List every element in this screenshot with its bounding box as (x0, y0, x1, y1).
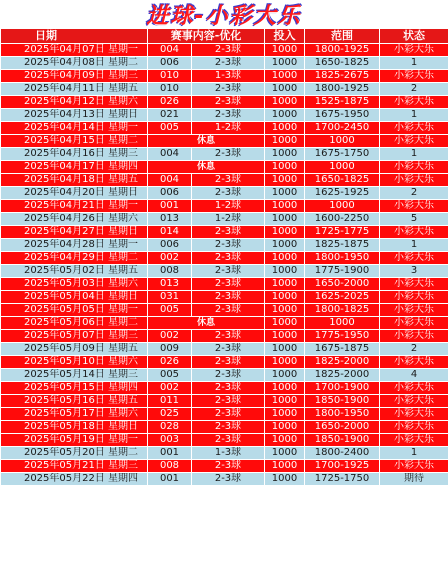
header-date[interactable]: 日期 (1, 29, 148, 44)
table-row[interactable] (1, 252, 448, 265)
cell-status[interactable]: 小彩大乐 (380, 304, 448, 317)
cell-range[interactable]: 1000 (305, 317, 380, 330)
cell-status[interactable]: 小彩大乐 (380, 122, 448, 135)
cell-range[interactable]: 1850-1900 (305, 434, 380, 447)
cell-range[interactable]: 1800-1925 (305, 44, 380, 57)
cell-match[interactable]: 002 (148, 252, 192, 265)
cell-option[interactable]: 2-3球 (192, 265, 265, 278)
cell-status[interactable]: 小彩大乐 (380, 421, 448, 434)
cell-date[interactable]: 2025年04月09日 星期三 (1, 70, 148, 83)
cell-bet[interactable]: 1000 (265, 239, 305, 252)
cell-range[interactable]: 1525-1875 (305, 96, 380, 109)
header-match[interactable]: 赛事内容-优化 (148, 29, 265, 44)
table-row[interactable] (1, 369, 448, 382)
cell-option[interactable]: 2-3球 (192, 330, 265, 343)
cell-match[interactable]: 021 (148, 109, 192, 122)
cell-match[interactable]: 005 (148, 122, 192, 135)
cell-bet[interactable]: 1000 (265, 408, 305, 421)
cell-range[interactable]: 1675-1950 (305, 109, 380, 122)
cell-range[interactable]: 1000 (305, 135, 380, 148)
cell-match[interactable]: 002 (148, 330, 192, 343)
cell-status[interactable]: 小彩大乐 (380, 226, 448, 239)
cell-match[interactable]: 010 (148, 70, 192, 83)
table-row[interactable] (1, 395, 448, 408)
cell-option[interactable]: 2-3球 (192, 174, 265, 187)
cell-option[interactable]: 1-2球 (192, 122, 265, 135)
table-row[interactable] (1, 291, 448, 304)
table-row[interactable] (1, 96, 448, 109)
cell-range[interactable]: 1825-1875 (305, 239, 380, 252)
cell-status[interactable]: 小彩大乐 (380, 161, 448, 174)
cell-option[interactable]: 1-2球 (192, 213, 265, 226)
table-row[interactable] (1, 460, 448, 473)
cell-status[interactable]: 1 (380, 148, 448, 161)
table-row[interactable] (1, 83, 448, 96)
cell-match[interactable]: 026 (148, 96, 192, 109)
cell-status[interactable]: 1 (380, 109, 448, 122)
cell-status[interactable]: 4 (380, 369, 448, 382)
cell-status[interactable]: 小彩大乐 (380, 434, 448, 447)
cell-option[interactable]: 2-3球 (192, 460, 265, 473)
cell-date[interactable]: 2025年04月17日 星期四 (1, 161, 148, 174)
cell-match[interactable]: 031 (148, 291, 192, 304)
cell-status[interactable]: 小彩大乐 (380, 330, 448, 343)
cell-option[interactable]: 2-3球 (192, 278, 265, 291)
header-row (1, 29, 448, 44)
cell-option[interactable]: 2-3球 (192, 226, 265, 239)
table-row[interactable] (1, 330, 448, 343)
cell-match[interactable]: 006 (148, 239, 192, 252)
results-table (0, 28, 448, 486)
cell-bet[interactable]: 1000 (265, 200, 305, 213)
header-range[interactable]: 范围 (305, 29, 380, 44)
cell-range[interactable]: 1625-1925 (305, 187, 380, 200)
table-row[interactable] (1, 213, 448, 226)
cell-status[interactable]: 小彩大乐 (380, 278, 448, 291)
cell-rest[interactable]: 休息 (148, 317, 265, 330)
cell-match[interactable]: 002 (148, 382, 192, 395)
cell-status[interactable]: 小彩大乐 (380, 356, 448, 369)
cell-date[interactable]: 2025年05月09日 星期五 (1, 343, 148, 356)
cell-rest[interactable]: 休息 (148, 135, 265, 148)
cell-bet[interactable]: 1000 (265, 356, 305, 369)
cell-status[interactable]: 期待 (380, 473, 448, 486)
cell-bet[interactable]: 1000 (265, 330, 305, 343)
cell-range[interactable]: 1650-2000 (305, 421, 380, 434)
cell-status[interactable]: 小彩大乐 (380, 395, 448, 408)
cell-range[interactable]: 1650-1825 (305, 174, 380, 187)
cell-bet[interactable]: 1000 (265, 304, 305, 317)
cell-range[interactable]: 1800-1950 (305, 408, 380, 421)
table-row[interactable] (1, 408, 448, 421)
cell-date[interactable]: 2025年05月04日 星期日 (1, 291, 148, 304)
cell-match[interactable]: 008 (148, 460, 192, 473)
cell-date[interactable]: 2025年05月06日 星期二 (1, 317, 148, 330)
cell-bet[interactable]: 1000 (265, 473, 305, 486)
table-row[interactable] (1, 70, 448, 83)
cell-status[interactable]: 小彩大乐 (380, 408, 448, 421)
cell-range[interactable]: 1675-1750 (305, 148, 380, 161)
cell-range[interactable]: 1600-2250 (305, 213, 380, 226)
cell-status[interactable]: 小彩大乐 (380, 70, 448, 83)
cell-date[interactable]: 2025年05月19日 星期一 (1, 434, 148, 447)
cell-status[interactable]: 小彩大乐 (380, 460, 448, 473)
cell-option[interactable]: 2-3球 (192, 83, 265, 96)
table-row[interactable] (1, 187, 448, 200)
cell-match[interactable]: 005 (148, 304, 192, 317)
cell-range[interactable]: 1625-2025 (305, 291, 380, 304)
cell-option[interactable]: 2-3球 (192, 369, 265, 382)
cell-option[interactable]: 2-3球 (192, 421, 265, 434)
cell-bet[interactable]: 1000 (265, 96, 305, 109)
cell-bet[interactable]: 1000 (265, 317, 305, 330)
cell-date[interactable]: 2025年04月28日 星期一 (1, 239, 148, 252)
table-row[interactable] (1, 122, 448, 135)
cell-date[interactable]: 2025年04月29日 星期二 (1, 252, 148, 265)
cell-date[interactable]: 2025年05月03日 星期六 (1, 278, 148, 291)
cell-date[interactable]: 2025年04月18日 星期五 (1, 174, 148, 187)
cell-match[interactable]: 025 (148, 408, 192, 421)
cell-status[interactable]: 小彩大乐 (380, 317, 448, 330)
cell-match[interactable]: 001 (148, 447, 192, 460)
cell-bet[interactable]: 1000 (265, 291, 305, 304)
cell-status[interactable]: 小彩大乐 (380, 135, 448, 148)
cell-match[interactable]: 003 (148, 434, 192, 447)
cell-status[interactable]: 2 (380, 187, 448, 200)
cell-option[interactable]: 2-3球 (192, 252, 265, 265)
cell-date[interactable]: 2025年05月02日 星期五 (1, 265, 148, 278)
cell-status[interactable]: 2 (380, 343, 448, 356)
cell-bet[interactable]: 1000 (265, 226, 305, 239)
cell-date[interactable]: 2025年04月12日 星期六 (1, 96, 148, 109)
table-row[interactable] (1, 265, 448, 278)
cell-date[interactable]: 2025年04月15日 星期二 (1, 135, 148, 148)
cell-option[interactable]: 2-3球 (192, 148, 265, 161)
cell-status[interactable]: 1 (380, 239, 448, 252)
cell-date[interactable]: 2025年05月18日 星期日 (1, 421, 148, 434)
cell-match[interactable]: 004 (148, 174, 192, 187)
cell-date[interactable]: 2025年04月16日 星期三 (1, 148, 148, 161)
cell-bet[interactable]: 1000 (265, 343, 305, 356)
table-row[interactable] (1, 161, 448, 174)
cell-match[interactable]: 006 (148, 187, 192, 200)
table-row[interactable] (1, 109, 448, 122)
cell-bet[interactable]: 1000 (265, 434, 305, 447)
cell-range[interactable]: 1650-2000 (305, 278, 380, 291)
cell-option[interactable]: 2-3球 (192, 239, 265, 252)
cell-bet[interactable]: 1000 (265, 460, 305, 473)
cell-bet[interactable]: 1000 (265, 70, 305, 83)
cell-status[interactable]: 小彩大乐 (380, 291, 448, 304)
cell-date[interactable]: 2025年05月05日 星期一 (1, 304, 148, 317)
cell-date[interactable]: 2025年05月20日 星期二 (1, 447, 148, 460)
cell-bet[interactable]: 1000 (265, 135, 305, 148)
table-row[interactable] (1, 317, 448, 330)
table-row[interactable] (1, 447, 448, 460)
cell-bet[interactable]: 1000 (265, 148, 305, 161)
table-row[interactable] (1, 382, 448, 395)
cell-bet[interactable]: 1000 (265, 187, 305, 200)
cell-match[interactable]: 011 (148, 395, 192, 408)
cell-range[interactable]: 1675-1875 (305, 343, 380, 356)
cell-status[interactable]: 5 (380, 213, 448, 226)
table-row[interactable] (1, 473, 448, 486)
cell-status[interactable]: 小彩大乐 (380, 200, 448, 213)
cell-bet[interactable]: 1000 (265, 265, 305, 278)
cell-date[interactable]: 2025年04月21日 星期一 (1, 200, 148, 213)
table-row[interactable] (1, 148, 448, 161)
cell-status[interactable]: 小彩大乐 (380, 44, 448, 57)
cell-range[interactable]: 1775-1900 (305, 265, 380, 278)
cell-status[interactable]: 2 (380, 83, 448, 96)
table-row[interactable] (1, 343, 448, 356)
cell-bet[interactable]: 1000 (265, 174, 305, 187)
table-row[interactable] (1, 57, 448, 70)
header-status[interactable]: 状态 (380, 29, 448, 44)
cell-match[interactable]: 004 (148, 148, 192, 161)
cell-date[interactable]: 2025年05月15日 星期四 (1, 382, 148, 395)
cell-range[interactable]: 1825-2675 (305, 70, 380, 83)
cell-date[interactable]: 2025年04月08日 星期二 (1, 57, 148, 70)
cell-option[interactable]: 2-3球 (192, 356, 265, 369)
table-body (1, 44, 448, 486)
cell-range[interactable]: 1000 (305, 161, 380, 174)
cell-option[interactable]: 1-2球 (192, 200, 265, 213)
cell-status[interactable]: 小彩大乐 (380, 174, 448, 187)
cell-date[interactable]: 2025年05月22日 星期四 (1, 473, 148, 486)
cell-status[interactable]: 3 (380, 265, 448, 278)
cell-bet[interactable]: 1000 (265, 57, 305, 70)
table-row[interactable] (1, 44, 448, 57)
cell-range[interactable]: 1775-1950 (305, 330, 380, 343)
cell-bet[interactable]: 1000 (265, 382, 305, 395)
table-row[interactable] (1, 304, 448, 317)
cell-match[interactable]: 013 (148, 278, 192, 291)
cell-option[interactable]: 2-3球 (192, 395, 265, 408)
cell-option[interactable]: 2-3球 (192, 57, 265, 70)
cell-bet[interactable]: 1000 (265, 83, 305, 96)
cell-bet[interactable]: 1000 (265, 369, 305, 382)
cell-range[interactable]: 1725-1775 (305, 226, 380, 239)
cell-range[interactable]: 1800-1825 (305, 304, 380, 317)
cell-match[interactable]: 001 (148, 473, 192, 486)
cell-range[interactable]: 1650-1825 (305, 57, 380, 70)
cell-match[interactable]: 013 (148, 213, 192, 226)
table-row[interactable] (1, 200, 448, 213)
cell-status[interactable]: 1 (380, 57, 448, 70)
cell-status[interactable]: 小彩大乐 (380, 96, 448, 109)
header-bet[interactable]: 投入 (265, 29, 305, 44)
cell-date[interactable]: 2025年04月14日 星期一 (1, 122, 148, 135)
sheet-title: 进球-小彩大乐 (146, 3, 302, 29)
table-row[interactable] (1, 356, 448, 369)
cell-match[interactable]: 001 (148, 200, 192, 213)
title-bar (0, 0, 448, 28)
cell-option[interactable]: 2-3球 (192, 44, 265, 57)
cell-date[interactable]: 2025年04月07日 星期一 (1, 44, 148, 57)
table-row[interactable] (1, 135, 448, 148)
cell-range[interactable]: 1700-2450 (305, 122, 380, 135)
cell-option[interactable]: 2-3球 (192, 109, 265, 122)
cell-status[interactable]: 小彩大乐 (380, 252, 448, 265)
cell-option[interactable]: 2-3球 (192, 343, 265, 356)
cell-bet[interactable]: 1000 (265, 44, 305, 57)
cell-date[interactable]: 2025年05月14日 星期三 (1, 369, 148, 382)
cell-match[interactable]: 006 (148, 57, 192, 70)
cell-match[interactable]: 009 (148, 343, 192, 356)
cell-bet[interactable]: 1000 (265, 278, 305, 291)
cell-date[interactable]: 2025年04月27日 星期日 (1, 226, 148, 239)
table-row[interactable] (1, 174, 448, 187)
cell-range[interactable]: 1850-1900 (305, 395, 380, 408)
cell-status[interactable]: 小彩大乐 (380, 382, 448, 395)
cell-option[interactable]: 2-3球 (192, 291, 265, 304)
table-row[interactable] (1, 226, 448, 239)
cell-status[interactable]: 1 (380, 447, 448, 460)
cell-range[interactable]: 1725-1750 (305, 473, 380, 486)
cell-bet[interactable]: 1000 (265, 447, 305, 460)
cell-option[interactable]: 2-3球 (192, 408, 265, 421)
cell-match[interactable]: 004 (148, 44, 192, 57)
cell-match[interactable]: 005 (148, 369, 192, 382)
cell-range[interactable]: 1800-1925 (305, 83, 380, 96)
cell-range[interactable]: 1800-2400 (305, 447, 380, 460)
cell-date[interactable]: 2025年05月07日 星期三 (1, 330, 148, 343)
table-row[interactable] (1, 239, 448, 252)
cell-match[interactable]: 008 (148, 265, 192, 278)
cell-date[interactable]: 2025年04月11日 星期五 (1, 83, 148, 96)
table-row[interactable] (1, 278, 448, 291)
cell-match[interactable]: 014 (148, 226, 192, 239)
cell-range[interactable]: 1700-1925 (305, 460, 380, 473)
cell-option[interactable]: 2-3球 (192, 304, 265, 317)
cell-bet[interactable]: 1000 (265, 421, 305, 434)
cell-match[interactable]: 010 (148, 83, 192, 96)
cell-match[interactable]: 028 (148, 421, 192, 434)
cell-range[interactable]: 1000 (305, 200, 380, 213)
cell-rest[interactable]: 休息 (148, 161, 265, 174)
cell-date[interactable]: 2025年04月13日 星期日 (1, 109, 148, 122)
cell-range[interactable]: 1825-2000 (305, 356, 380, 369)
cell-date[interactable]: 2025年04月20日 星期日 (1, 187, 148, 200)
cell-date[interactable]: 2025年05月17日 星期六 (1, 408, 148, 421)
cell-option[interactable]: 2-3球 (192, 473, 265, 486)
cell-date[interactable]: 2025年04月26日 星期六 (1, 213, 148, 226)
cell-range[interactable]: 1825-2000 (305, 369, 380, 382)
cell-option[interactable]: 2-3球 (192, 434, 265, 447)
cell-option[interactable]: 2-3球 (192, 96, 265, 109)
cell-date[interactable]: 2025年05月21日 星期三 (1, 460, 148, 473)
cell-option[interactable]: 2-3球 (192, 382, 265, 395)
cell-match[interactable]: 026 (148, 356, 192, 369)
cell-option[interactable]: 2-3球 (192, 187, 265, 200)
cell-bet[interactable]: 1000 (265, 252, 305, 265)
table-row[interactable] (1, 434, 448, 447)
cell-range[interactable]: 1800-1950 (305, 252, 380, 265)
table-row[interactable] (1, 421, 448, 434)
cell-bet[interactable]: 1000 (265, 122, 305, 135)
cell-option[interactable]: 1-3球 (192, 447, 265, 460)
cell-bet[interactable]: 1000 (265, 161, 305, 174)
cell-bet[interactable]: 1000 (265, 213, 305, 226)
cell-option[interactable]: 1-3球 (192, 70, 265, 83)
cell-bet[interactable]: 1000 (265, 395, 305, 408)
cell-date[interactable]: 2025年05月16日 星期五 (1, 395, 148, 408)
cell-range[interactable]: 1700-1900 (305, 382, 380, 395)
cell-date[interactable]: 2025年05月10日 星期六 (1, 356, 148, 369)
cell-bet[interactable]: 1000 (265, 109, 305, 122)
